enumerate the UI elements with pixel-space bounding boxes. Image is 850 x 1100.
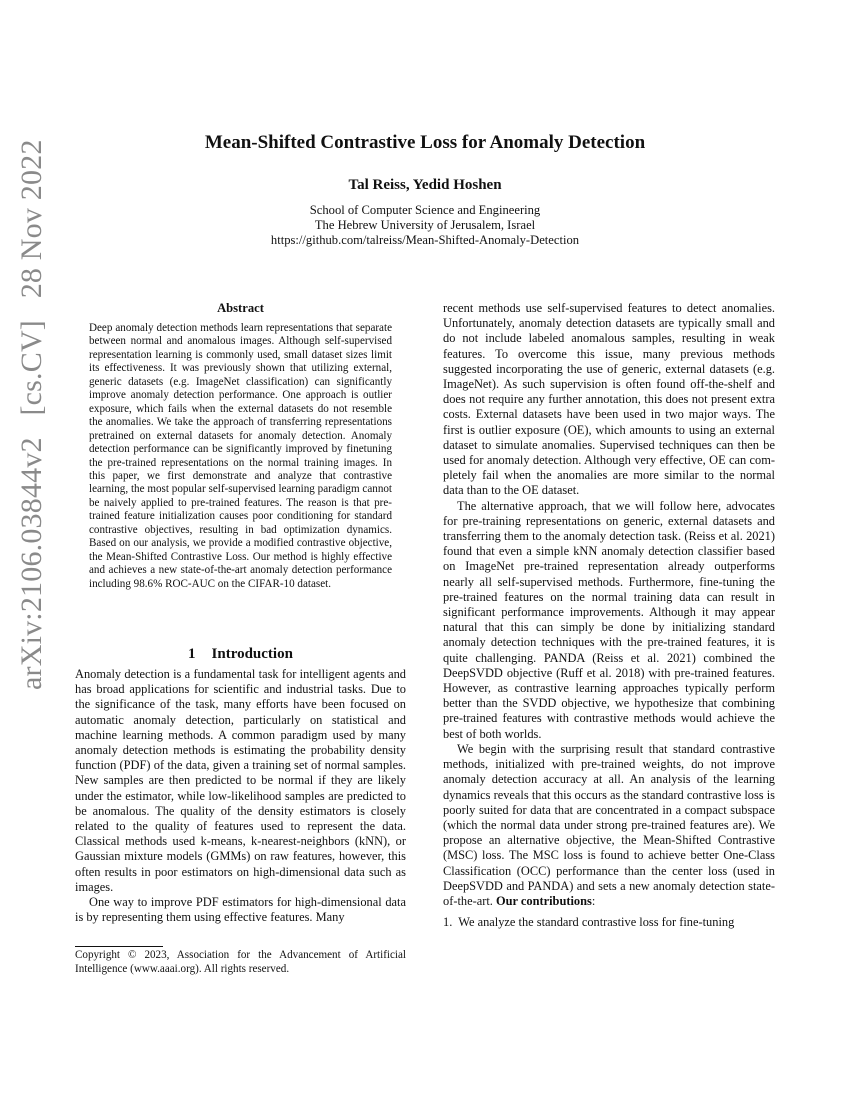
arxiv-category: [cs.CV] bbox=[15, 320, 48, 416]
left-column-body bbox=[75, 667, 406, 925]
abstract-heading: Abstract bbox=[217, 301, 264, 315]
list-number: 1. bbox=[443, 915, 453, 930]
contributions-label: Our contributions bbox=[496, 893, 592, 908]
affiliation-url[interactable]: https://github.com/talreiss/Mean-Shifted-Anomaly-Detection bbox=[270, 233, 580, 247]
contributions-colon: : bbox=[591, 893, 596, 908]
affiliation bbox=[0, 203, 850, 248]
paper-authors: Tal Reiss, Yedid Hoshen bbox=[348, 177, 502, 193]
footnote-divider bbox=[75, 946, 163, 947]
intro-paragraph: The alternative approach, that we will follow here, advocates for pre-training representations on generic, external datasets and transferring them to the anomaly detection task. (Reiss et al. 2021) found that even a simple kNN anomaly detection classifier based on ImageNet pre-trained representation already outperforms nearly all self-supervised methods. Furthermore, fine-tuning the pre-trained features on the normal training data can result in significant performance improvements. Although it may appear natural that this can simply be done by initializing standard anomaly detection techniques with the pre-trained features, it is quite challenging. PANDA (Reiss et al. 2021) combined the DeepSVDD objective (Ruff et al. 2018) with pre-trained features. However, as contrastive learning approaches typically perform better than the SVDD objective, we hypothesize that combining pre-trained features with contrastive methods would achieve the best of both worlds. bbox=[443, 498, 775, 741]
contribution-list-item bbox=[443, 915, 775, 930]
intro-paragraph: recent methods use self-supervised features to detect anomalies. Unfortunately, anomaly detection datasets are typically small and do not include labeled anomalous samples, resulting in weak features. To overcome this issue, many previous methods suggested incorporating the use of generic, external datasets (e.g. ImageNet). As such supervision is often found off-the-shelf and does not require any further annotation, this does not present extra costs. External datasets have been used in two major ways. The first is outlier exposure (OE), which amounts to using an external dataset to simulate anomalies. Supervised techniques can then be used for anomaly detection. Although very effective, OE can completely fail when the anomalies are more similar to the normal data than to the OE dataset. bbox=[443, 301, 775, 498]
arxiv-date: 28 Nov 2022 bbox=[15, 139, 48, 299]
intro-paragraph: Anomaly detection is a fundamental task for intelligent agents and has broad applications for scientific and industrial tasks. Due to the significance of the task, many efforts have been focused on automatic anomaly detection, particularly on statistical and machine learning methods. A common paradigm used by many anomaly detection methods is estimating the probability density function (PDF) of the data, given a training set of normal samples. New samples are then predicted to be normal if they are likely under the estimator, while low-likelihood samples are predicted to be anomalous. The quality of the density estimators is closely related to the quality of features used to represent the data. Classical methods used k-means, k-nearest-neighbors (kNN), or Gaussian mixture models (GMMs) on raw features, however, this often results in poor estimators on high-dimensional data such as images. bbox=[75, 667, 406, 894]
abstract-text: Deep anomaly detection methods learn representations that separate between normal and anomalous images. Although self-supervised representation learning is commonly used, small dataset sizes limit its effectiveness. It was previously shown that utilizing external, generic datasets (e.g. ImageNet classification) can significantly improve anomaly detection performance. One approach is outlier exposure, which fails when the external datasets do not resemble the anomalies. We take the approach of transferring representations pretrained on external datasets for anomaly detection. Anomaly detection performance can be significantly improved by finetuning the pre-trained representations on the normal training images. In this paper, we first demonstrate and analyze that contrastive learning, the most popular self-supervised learning paradigm cannot be naively applied to pre-trained features. The reason is that pre-trained feature initialization causes poor conditioning for standard contrastive objectives, resulting in bad optimization dynamics. Based on our analysis, we provide a modified contrastive objective, the Mean-Shifted Contrastive Loss. Our method is highly effective and achieves a new state-of-the-art anomaly detection performance including 98.6% ROC-AUC on the CIFAR-10 dataset. bbox=[89, 322, 392, 590]
arxiv-stamp bbox=[15, 125, 49, 690]
intro-paragraph: One way to improve PDF estimators for high-dimensional data is by representing them using effective features. Many bbox=[75, 895, 406, 925]
arxiv-id: arXiv:2106.03844v2 bbox=[15, 437, 48, 690]
affiliation-school: School of Computer Science and Engineering bbox=[309, 203, 541, 217]
right-column-body bbox=[443, 301, 775, 930]
abstract-body bbox=[89, 322, 392, 591]
list-text: We analyze the standard contrastive loss for fine-tuning bbox=[458, 915, 735, 930]
affiliation-university: The Hebrew University of Jerusalem, Israel bbox=[314, 218, 536, 232]
paper-title: Mean-Shifted Contrastive Loss for Anomaly Detection bbox=[204, 132, 646, 153]
intro-paragraph bbox=[443, 742, 775, 909]
section-title: Introduction bbox=[211, 646, 293, 662]
copyright-footnote: Copyright © 2023, Association for the Advancement of Artificial Intelligence (www.aaai.org). All rights reserved. bbox=[75, 949, 406, 975]
section-heading-introduction bbox=[75, 646, 406, 663]
paragraph-text: We begin with the surprising result that standard contrastive methods, initialized with pre-trained weights, do not improve anomaly detection accuracy at all. An analysis of the learning dynamics reveals that this occurs as the standard contrastive loss is poorly suited for data that are concentrated in a compact subspace (which the normal data under strong pre-trained features are). We propose an alternative objective, the Mean-Shifted Contrastive (MSC) loss. The MSC loss is found to achieve better One-Class Classification (OCC) performance than the center loss (used in DeepSVDD and PANDA) and sets a new anomaly detection state-of-the-art. bbox=[443, 741, 775, 908]
section-number: 1 bbox=[188, 646, 196, 662]
